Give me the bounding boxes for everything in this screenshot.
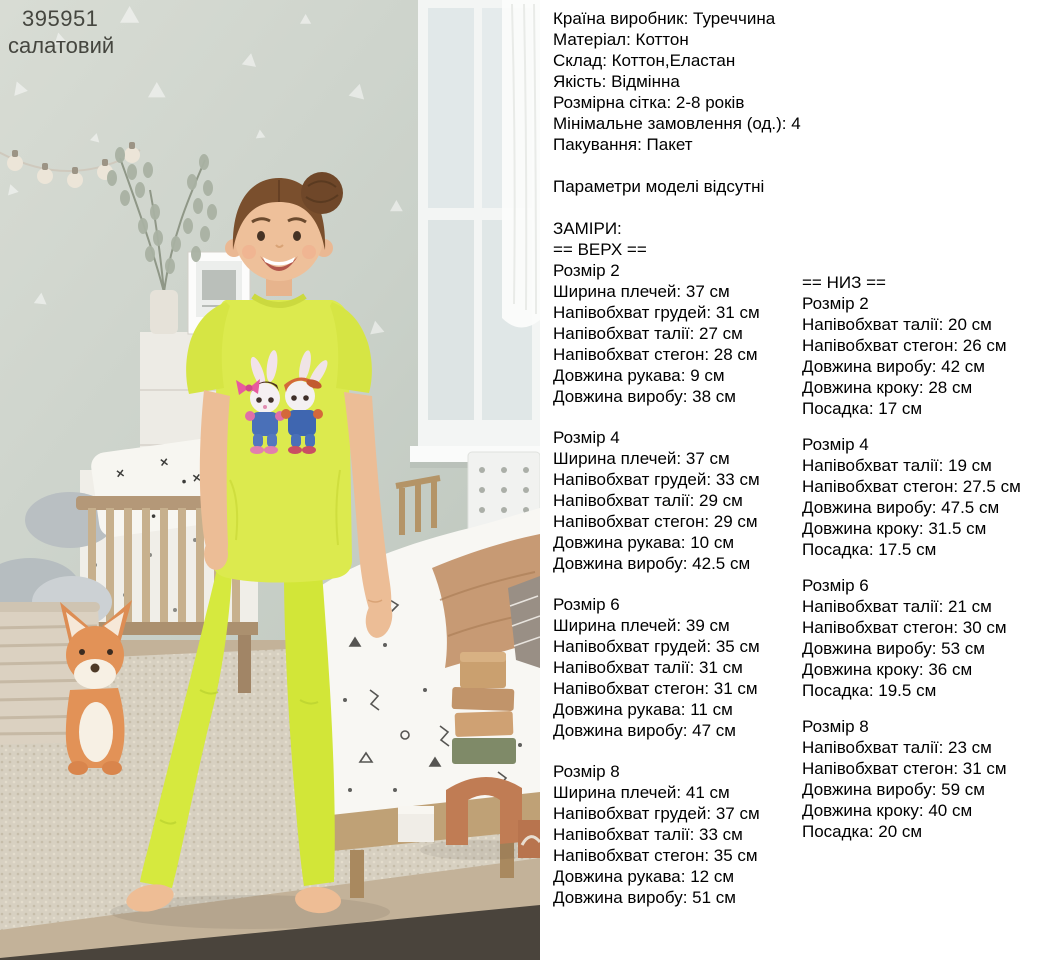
model-note: Параметри моделі відсутні [553,177,765,196]
spec-line: Посадка: 17.5 см [802,540,937,559]
spec-line: Напівобхват талії: 29 см [553,491,743,510]
size-label: Розмір 4 [802,435,869,454]
spec-line: Напівобхват стегон: 31 см [802,759,1007,778]
spec-line: Довжина виробу: 59 см [802,780,985,799]
spec-line: Напівобхват грудей: 33 см [553,470,760,489]
size-label: Розмір 6 [553,595,620,614]
spec-line: Довжина рукава: 10 см [553,533,735,552]
spec-line: Довжина рукава: 9 см [553,366,725,385]
spec-line: Посадка: 19.5 см [802,681,937,700]
spec-line: Довжина рукава: 12 см [553,867,735,886]
spec-line: Довжина виробу: 42.5 см [553,554,751,573]
window [410,0,540,468]
size-block-bottom-2 [802,293,1056,419]
top-section-header: == ВЕРХ == [553,240,647,259]
info-line: Пакування: Пакет [553,135,693,154]
size-label: Розмір 2 [802,294,869,313]
spec-line: Напівобхват талії: 19 см [802,456,992,475]
size-label: Розмір 8 [802,717,869,736]
green-block [452,738,516,764]
spec-line: Напівобхват талії: 33 см [553,825,743,844]
spec-line: Напівобхват талії: 21 см [802,597,992,616]
spec-line: Напівобхват стегон: 31 см [553,679,758,698]
product-info-block [553,8,807,155]
spec-line: Напівобхват стегон: 28 см [553,345,758,364]
article-code: 395951 [22,6,99,31]
measurements-title: ЗАМІРИ: [553,219,622,238]
spec-line: Посадка: 20 см [802,822,923,841]
spec-line: Ширина плечей: 37 см [553,282,730,301]
spec-line: Посадка: 17 см [802,399,923,418]
spec-line: Довжина кроку: 40 см [802,801,973,820]
info-line: Розмірна сітка: 2-8 років [553,93,745,112]
info-line: Матеріал: Коттон [553,30,689,49]
spec-line: Ширина плечей: 41 см [553,783,730,802]
size-block-top-2 [553,260,807,407]
hair-bun [301,172,343,214]
spec-line: Довжина кроку: 36 см [802,660,973,679]
spec-line: Довжина виробу: 47.5 см [802,498,1000,517]
info-line: Склад: Коттон,Еластан [553,51,736,70]
spec-line: Ширина плечей: 39 см [553,616,730,635]
spec-line: Напівобхват талії: 23 см [802,738,992,757]
spec-line: Напівобхват грудей: 31 см [553,303,760,322]
spec-line: Напівобхват стегон: 29 см [553,512,758,531]
spec-line: Довжина виробу: 42 см [802,357,985,376]
spec-line: Напівобхват грудей: 37 см [553,804,760,823]
spec-line: Напівобхват талії: 27 см [553,324,743,343]
spec-line: Напівобхват стегон: 26 см [802,336,1007,355]
bed-headboard [396,478,440,535]
spec-line: Довжина кроку: 28 см [802,378,973,397]
spec-line: Довжина кроку: 31.5 см [802,519,987,538]
spec-line: Ширина плечей: 37 см [553,449,730,468]
spec-line: Напівобхват талії: 31 см [553,658,743,677]
specs-column-right [802,272,1056,842]
bottom-section-header: == НИЗ == [802,273,886,292]
spec-line: Довжина виробу: 51 см [553,888,736,907]
info-line: Якість: Відмінна [553,72,680,91]
article-overlay [8,5,114,59]
size-label: Розмір 8 [553,762,620,781]
spec-line: Довжина виробу: 53 см [802,639,985,658]
info-line: Країна виробник: Туреччина [553,9,776,28]
spec-line: Довжина виробу: 38 см [553,387,736,406]
size-block-bottom-4 [802,434,1056,560]
specs-panel [540,0,1056,960]
size-label: Розмір 4 [553,428,620,447]
vase [150,290,178,334]
spec-line: Напівобхват стегон: 30 см [802,618,1007,637]
size-label: Розмір 6 [802,576,869,595]
specs-column-left [553,8,807,908]
article-color-name: салатовий [8,33,115,58]
spec-line: Напівобхват талії: 20 см [802,315,992,334]
size-block-top-4 [553,427,807,574]
size-block-top-6 [553,594,807,741]
info-line: Мінімальне замовлення (од.): 4 [553,114,801,133]
spec-line: Довжина виробу: 47 см [553,721,736,740]
size-block-bottom-6 [802,575,1056,701]
spec-line: Напівобхват стегон: 27.5 см [802,477,1021,496]
spec-line: Напівобхват грудей: 35 см [553,637,760,656]
spec-line: Напівобхват стегон: 35 см [553,846,758,865]
size-block-bottom-8 [802,716,1056,842]
spec-line: Довжина рукава: 11 см [553,700,733,719]
size-label: Розмір 2 [553,261,620,280]
size-block-top-8 [553,761,807,908]
